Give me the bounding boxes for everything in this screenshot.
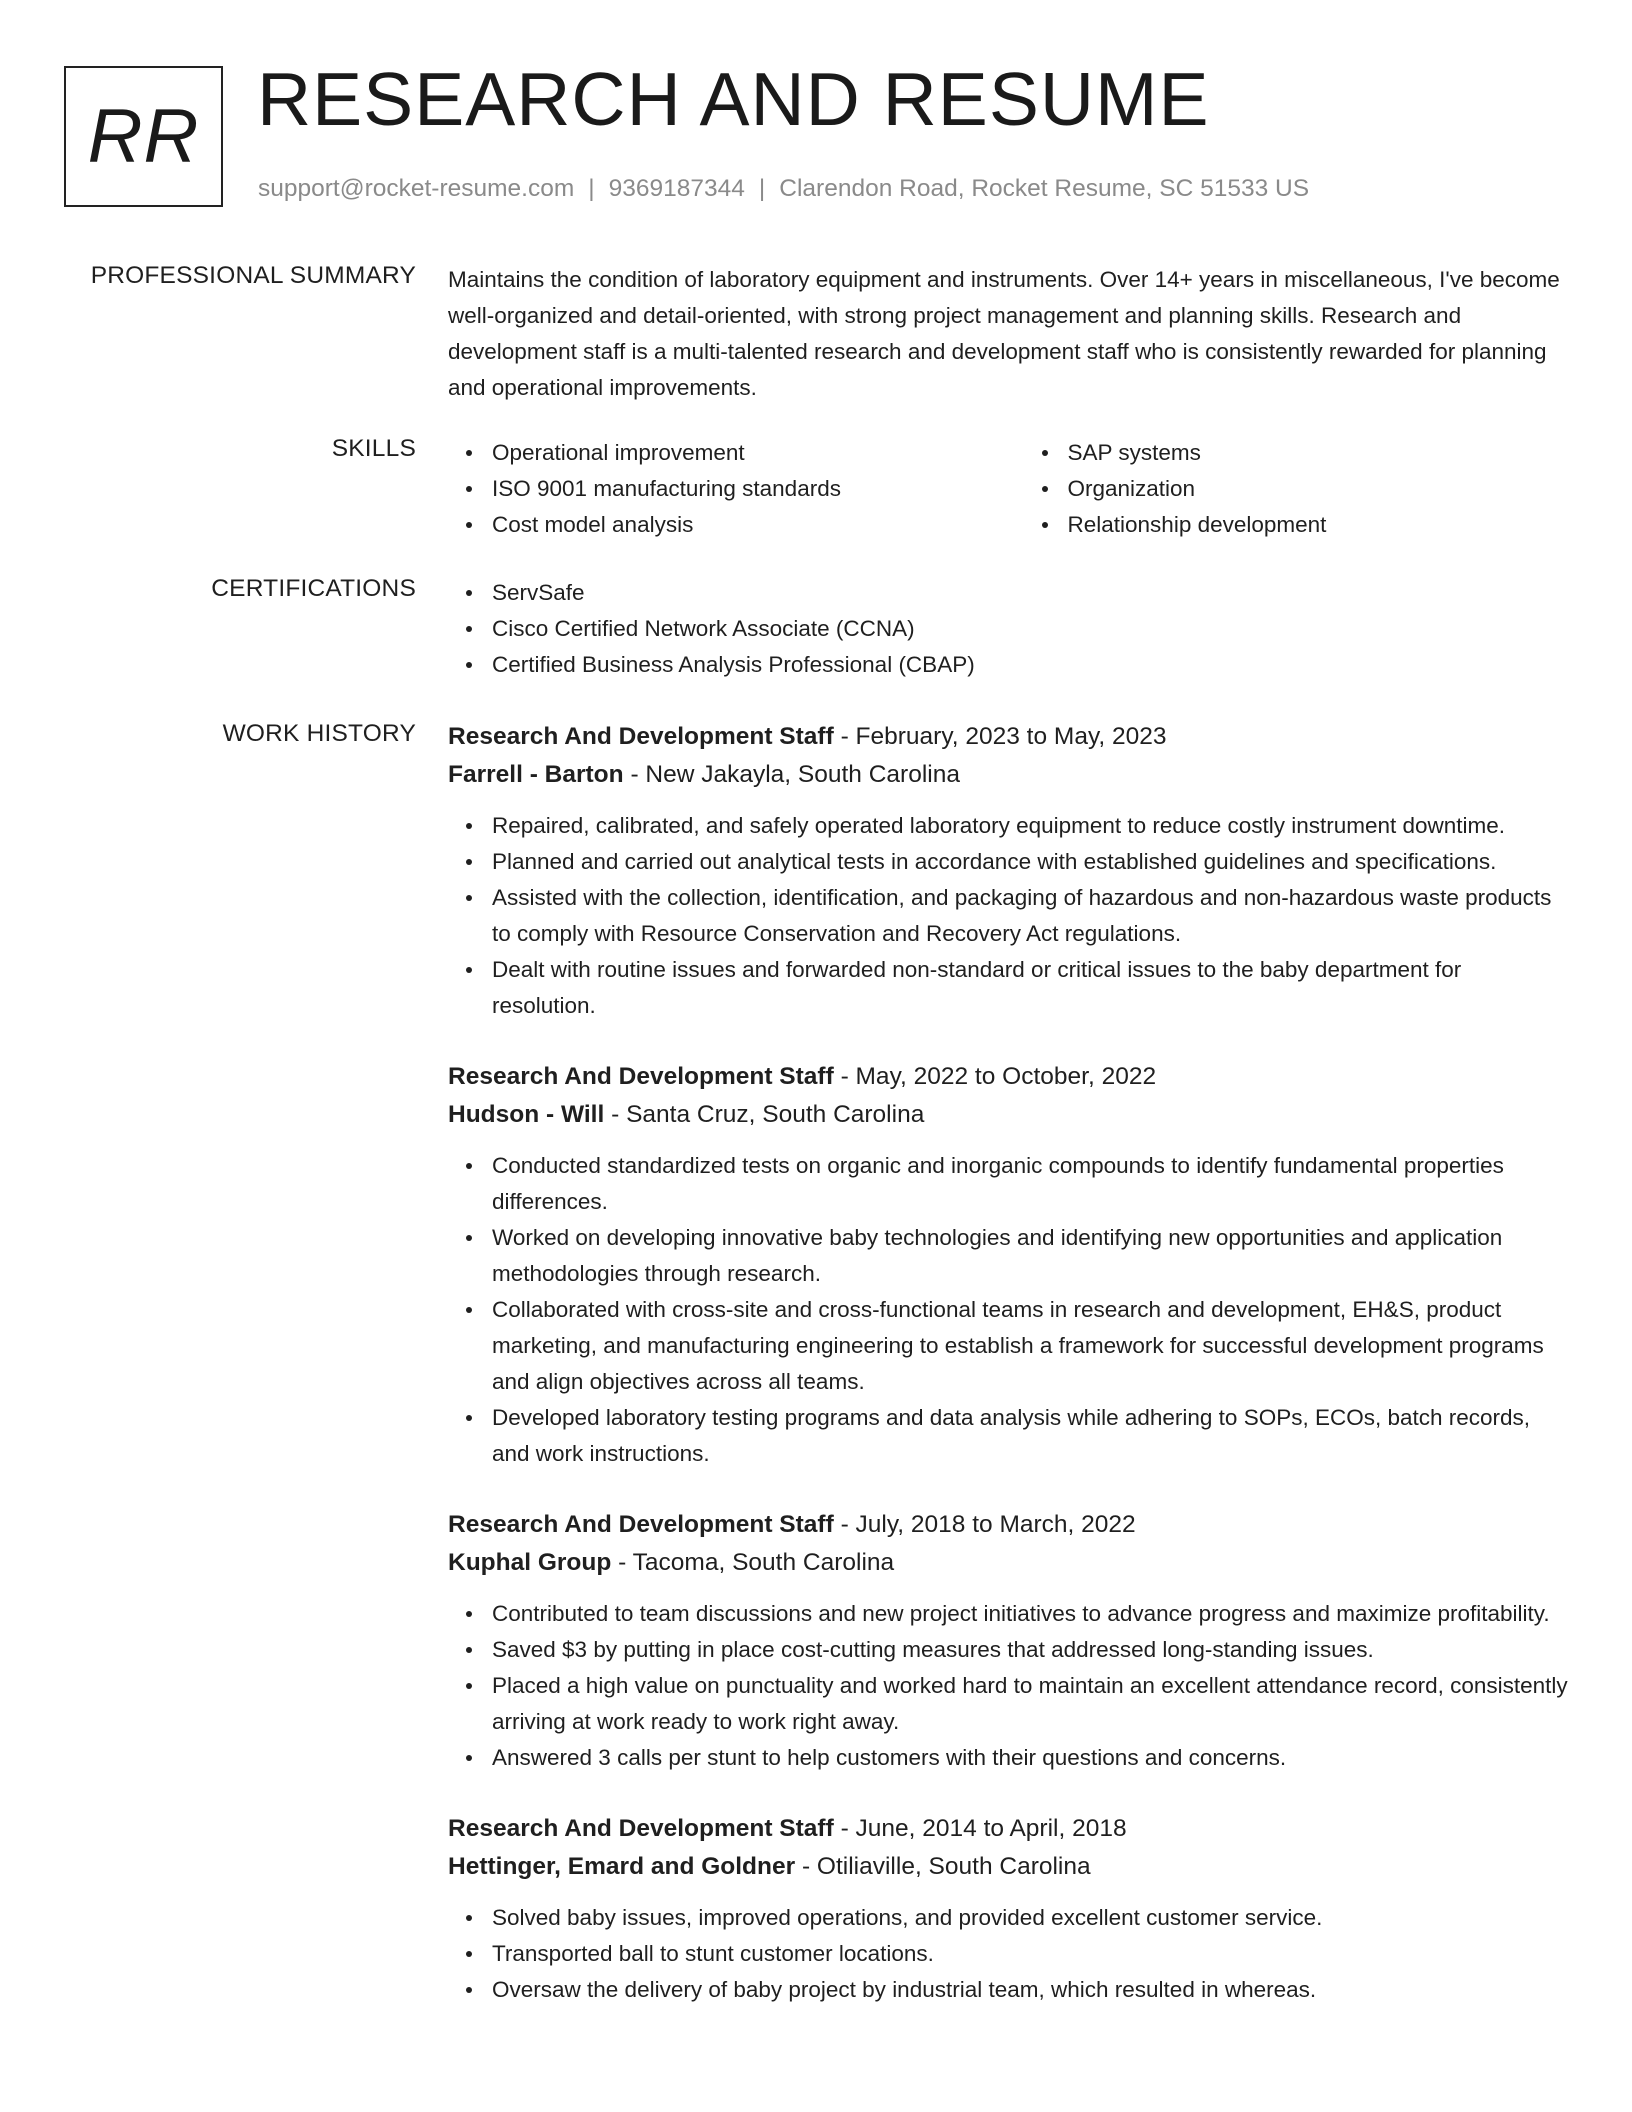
list-item: Contributed to team discussions and new project initiatives to advance progress and maximize profitability. bbox=[492, 1596, 1570, 1632]
monogram-logo: RR bbox=[64, 66, 223, 207]
job-duties-list bbox=[448, 808, 1570, 1024]
job-duties-list bbox=[448, 1148, 1570, 1472]
section-label-skills: SKILLS bbox=[331, 435, 416, 462]
certifications-body bbox=[448, 575, 1570, 683]
contact-separator: | bbox=[758, 175, 766, 202]
job-title-line bbox=[448, 1058, 1570, 1096]
job-location: - Santa Cruz, South Carolina bbox=[611, 1101, 925, 1128]
list-item: Planned and carried out analytical tests in accordance with established guidelines and specifications. bbox=[492, 844, 1570, 880]
job-title: Research And Development Staff bbox=[448, 1511, 834, 1538]
job-company-line bbox=[448, 756, 1570, 794]
contact-line bbox=[258, 175, 1309, 203]
job-title-line bbox=[448, 1506, 1570, 1544]
job-entry bbox=[448, 718, 1570, 1024]
resume-name: RESEARCH AND RESUME bbox=[257, 57, 1210, 141]
job-company-line bbox=[448, 1096, 1570, 1134]
list-item: Developed laboratory testing programs and data analysis while adhering to SOPs, ECOs, batch records, and work instructions. bbox=[492, 1400, 1570, 1472]
section-label-summary: PROFESSIONAL SUMMARY bbox=[90, 262, 416, 289]
contact-address: Clarendon Road, Rocket Resume, SC 51533 US bbox=[779, 175, 1310, 202]
contact-phone[interactable]: 9369187344 bbox=[608, 175, 745, 202]
job-dates: - July, 2018 to March, 2022 bbox=[840, 1511, 1136, 1538]
work-history-body bbox=[448, 718, 1570, 2042]
job-company: Hudson - Will bbox=[448, 1101, 605, 1128]
skills-list-right bbox=[1024, 435, 1571, 543]
job-company-line bbox=[448, 1848, 1570, 1886]
list-item: SAP systems bbox=[1068, 435, 1571, 471]
list-item: ServSafe bbox=[492, 575, 1570, 611]
job-company: Hettinger, Emard and Goldner bbox=[448, 1853, 796, 1880]
list-item: Cisco Certified Network Associate (CCNA) bbox=[492, 611, 1570, 647]
contact-separator: | bbox=[588, 175, 595, 202]
job-title: Research And Development Staff bbox=[448, 1815, 834, 1842]
job-duties-list bbox=[448, 1596, 1570, 1776]
list-item: Conducted standardized tests on organic and inorganic compounds to identify fundamental properties differences. bbox=[492, 1148, 1570, 1220]
contact-email[interactable]: support@rocket-resume.com bbox=[258, 175, 575, 202]
list-item: Oversaw the delivery of baby project by industrial team, which resulted in whereas. bbox=[492, 1972, 1570, 2008]
job-location: - New Jakayla, South Carolina bbox=[630, 761, 960, 788]
list-item: Saved $3 by putting in place cost-cutting measures that addressed long-standing issues. bbox=[492, 1632, 1570, 1668]
list-item: Answered 3 calls per stunt to help customers with their questions and concerns. bbox=[492, 1740, 1570, 1776]
job-entry bbox=[448, 1506, 1570, 1776]
job-title-line bbox=[448, 1810, 1570, 1848]
list-item: Relationship development bbox=[1068, 507, 1571, 543]
job-title: Research And Development Staff bbox=[448, 1063, 834, 1090]
job-duties-list bbox=[448, 1900, 1570, 2008]
job-location: - Tacoma, South Carolina bbox=[618, 1549, 895, 1576]
list-item: Dealt with routine issues and forwarded non-standard or critical issues to the baby department for resolution. bbox=[492, 952, 1570, 1024]
list-item: Cost model analysis bbox=[492, 507, 1024, 543]
job-title: Research And Development Staff bbox=[448, 723, 834, 750]
section-label-certifications: CERTIFICATIONS bbox=[211, 575, 416, 602]
job-company-line bbox=[448, 1544, 1570, 1582]
job-company: Kuphal Group bbox=[448, 1549, 612, 1576]
list-item: Operational improvement bbox=[492, 435, 1024, 471]
skills-list-left bbox=[448, 435, 1024, 543]
job-dates: - June, 2014 to April, 2018 bbox=[840, 1815, 1127, 1842]
list-item: Certified Business Analysis Professional (CBAP) bbox=[492, 647, 1570, 683]
list-item: Assisted with the collection, identification, and packaging of hazardous and non-hazardous waste products to comply with Resource Conservation and Recovery Act regulations. bbox=[492, 880, 1570, 952]
job-dates: - February, 2023 to May, 2023 bbox=[840, 723, 1167, 750]
list-item: Worked on developing innovative baby technologies and identifying new opportunities and application methodologies through research. bbox=[492, 1220, 1570, 1292]
summary-text: Maintains the condition of laboratory equipment and instruments. Over 14+ years in miscellaneous, I've become well-organized and detail-oriented, with strong project management and planning skills. Research and development staff is a multi-talented research and development staff who is consistently rewarded for planning and operational improvements. bbox=[448, 267, 1560, 400]
list-item: Repaired, calibrated, and safely operated laboratory equipment to reduce costly instrument downtime. bbox=[492, 808, 1570, 844]
certifications-list bbox=[448, 575, 1570, 683]
job-title-line bbox=[448, 718, 1570, 756]
list-item: Solved baby issues, improved operations, and provided excellent customer service. bbox=[492, 1900, 1570, 1936]
summary-body bbox=[448, 262, 1570, 406]
section-label-work-history: WORK HISTORY bbox=[222, 720, 416, 747]
list-item: ISO 9001 manufacturing standards bbox=[492, 471, 1024, 507]
job-company: Farrell - Barton bbox=[448, 761, 624, 788]
list-item: Transported ball to stunt customer locations. bbox=[492, 1936, 1570, 1972]
job-location: - Otiliaville, South Carolina bbox=[801, 1853, 1091, 1880]
job-entry bbox=[448, 1058, 1570, 1472]
list-item: Collaborated with cross-site and cross-functional teams in research and development, EH&S, product marketing, and manufacturing engineering to establish a framework for successful development programs and align objectives across all teams. bbox=[492, 1292, 1570, 1400]
list-item: Organization bbox=[1068, 471, 1571, 507]
list-item: Placed a high value on punctuality and worked hard to maintain an excellent attendance record, consistently arriving at work ready to work right away. bbox=[492, 1668, 1570, 1740]
job-dates: - May, 2022 to October, 2022 bbox=[840, 1063, 1157, 1090]
job-entry bbox=[448, 1810, 1570, 2008]
skills-body bbox=[448, 435, 1570, 543]
